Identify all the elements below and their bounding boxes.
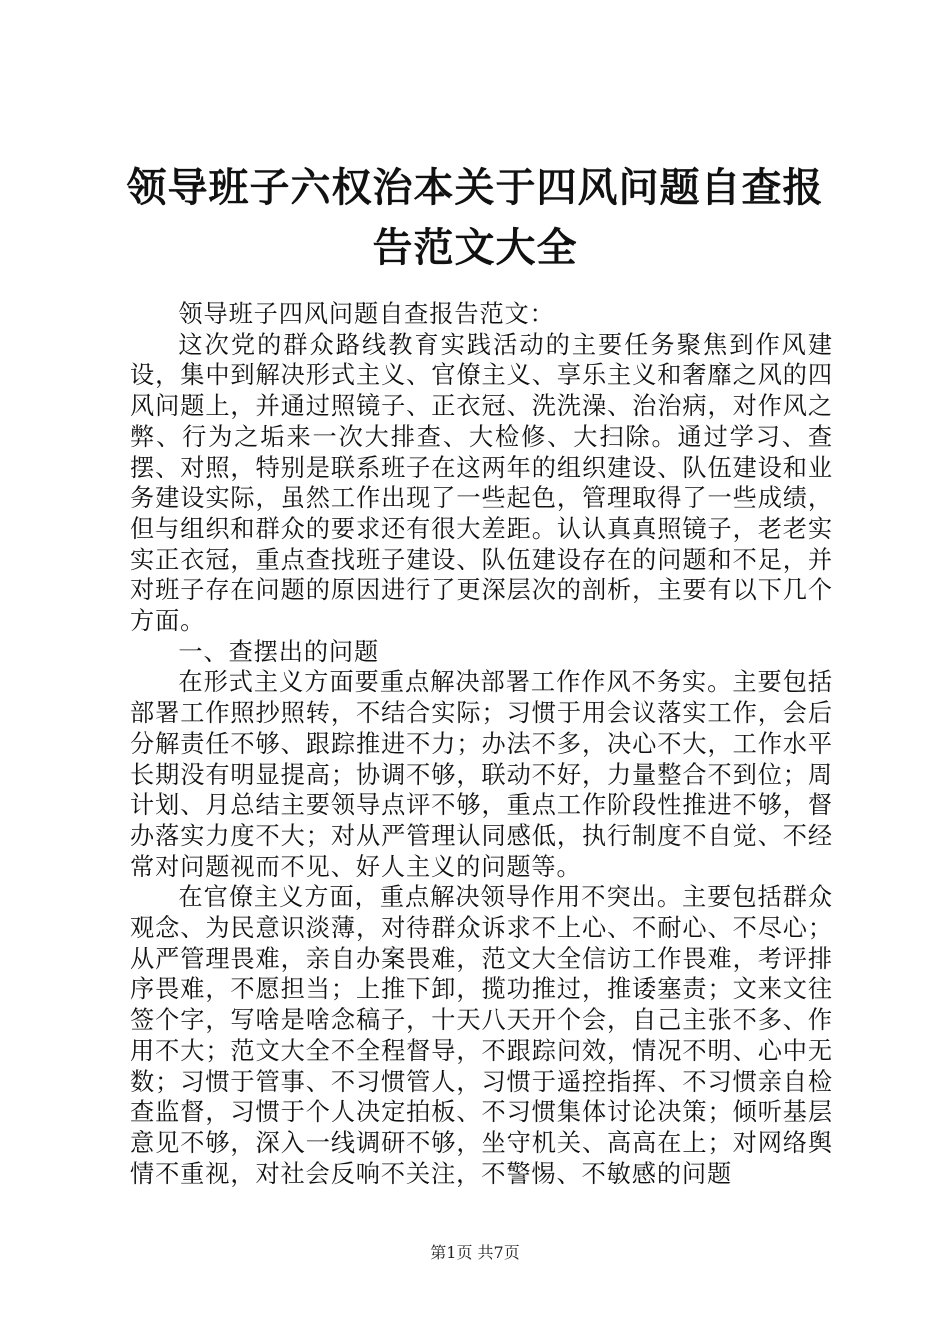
paragraph-intro: 领导班子四风问题自查报告范文： [178,300,555,328]
section-heading: 一、查摆出的问题 [178,637,380,666]
page-footer: 第1页 共7页 [430,1243,520,1262]
paragraph-formalism: 在形式主义方面要重点解决部署工作作风不务实。主要包括部署工作照抄照转，不结合实际；习惯于用会议落实工作，会后分解责任不够、跟踪推进不力；办法不多，决心不大，工作水平长期没有明显提高；协调不够，联动不好，力量整合不到位；周计划、月总结主要领导点评不够，重点工作阶段性推进不够，督办落实力度不大；对从严管理认同感低，执行制度不自觉、不经常对问题视而不见、好人主义的问题等。 [130,668,833,881]
document-title: 领导班子六权治本关于四风问题自查报告范文大全 [126,164,824,271]
document-body [130,299,833,1189]
paragraph-overview: 这次党的群众路线教育实践活动的主要任务聚焦到作风建设，集中到解决形式主义、官僚主义、享乐主义和奢靡之风的四风问题上，并通过照镜子、正衣冠、洗洗澡、治治病，对作风之弊、行为之垢来一次大排查、大检修、大扫除。通过学习、查摆、对照，特别是联系班子在这两年的组织建设、队伍建设和业务建设实际，虽然工作出现了一些起色，管理取得了一些成绩，但与组织和群众的要求还有很大差距。认认真真照镜子，老老实实正衣冠，重点查找班子建设、队伍建设存在的问题和不足，并对班子存在问题的原因进行了更深层次的剖析，主要有以下几个方面。 [130,330,833,636]
paragraph-bureaucratism: 在官僚主义方面，重点解决领导作用不突出。主要包括群众观念、为民意识淡薄，对待群众诉求不上心、不耐心、不尽心；从严管理畏难，亲自办案畏难，范文大全信访工作畏难，考评排序畏难，不愿担当；上推下卸，揽功推过，推诿塞责；文来文往签个字，写啥是啥念稿子，十天八天开个会，自己主张不多、作用不大；范文大全不全程督导，不跟踪问效，情况不明、心中无数；习惯于管事、不习惯管人，习惯于遥控指挥、不习惯亲自检查监督，习惯于个人决定拍板、不习惯集体讨论决策；倾听基层意见不够，深入一线调研不够，坐守机关、高高在上；对网络舆情不重视，对社会反响不关注，不警惕、不敏感的问题 [130,883,833,1188]
